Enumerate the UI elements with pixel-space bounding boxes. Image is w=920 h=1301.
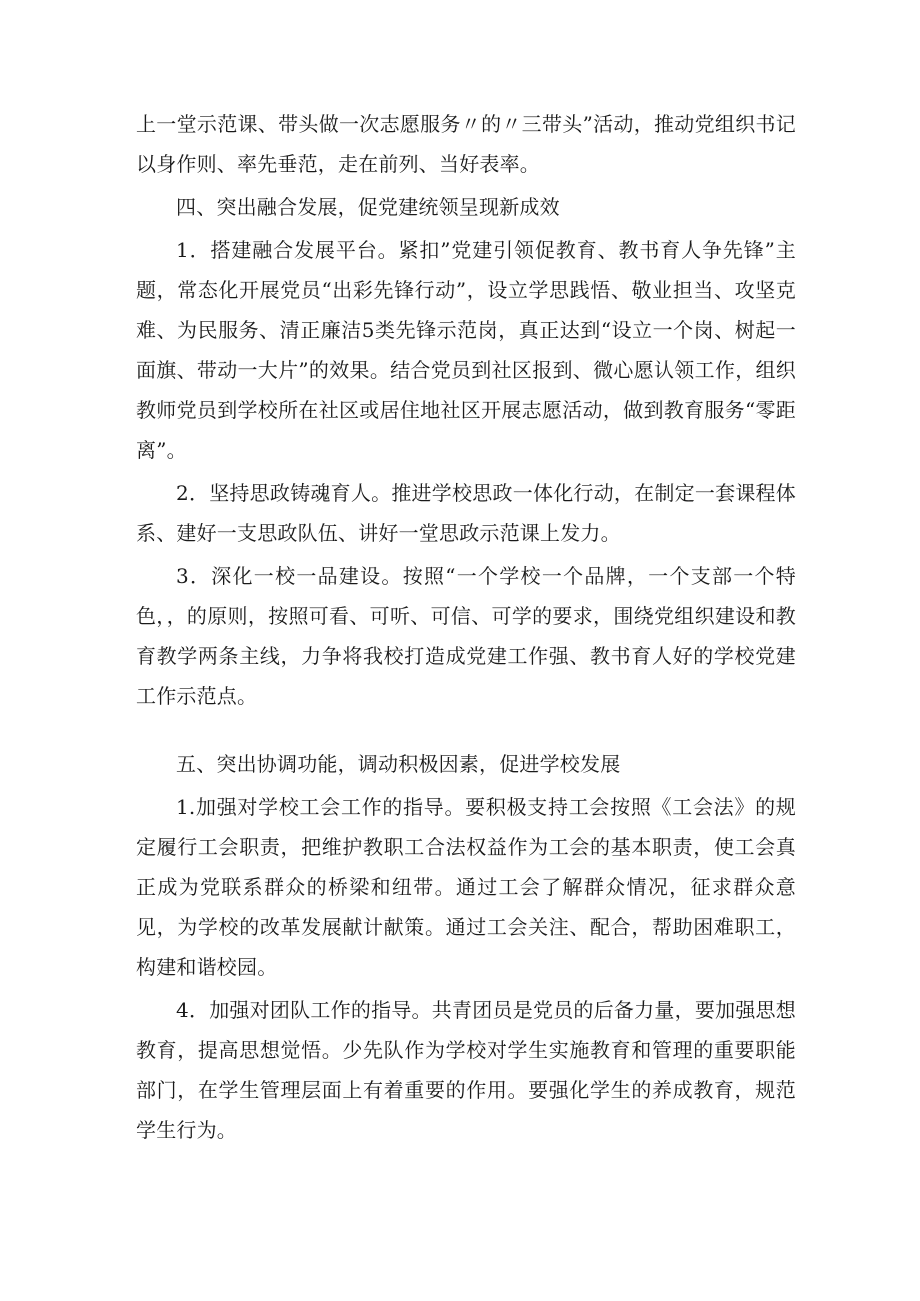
paragraph-item-1: 1．搭建融合发展平台。紧扣”党建引领促教育、教书育人争先锋”主题，常态化开展党员“出彩先锋行动”，设立学思践悟、敬业担当、攻坚克难、为民服务、清正廉洁5类先锋示范岗，真正达到“设立一个岗、树起一面旗、带动一大片”的效果。结合党员到社区报到、微心愿认领工作，组织教师党员到学校所在社区或居住地社区开展志愿活动，做到教育服务“零距离”。 [136,238,796,462]
document-body [136,104,796,1153]
paragraph-continuation: 上一堂示范课、带头做一次志愿服务〃的〃三带头”活动，推动党组织书记以身作则、率先垂范，走在前列、当好表率。 [136,112,796,176]
section-heading-5: 五、突出协调功能，调动积极因素，促进学校发展 [176,752,621,776]
paragraph-item-3: 3．深化一校一品建设。按照“一个学校一个品牌，一个支部一个特色，，的原则，按照可看、可听、可信、可学的要求，围绕党组织建设和教育教学两条主线，力争将我校打造成党建工作强、教书育人好的学校党建工作示范点。 [136,564,796,708]
paragraph-item-4: 4．加强对团队工作的指导。共青团员是党员的后备力量，要加强思想教育，提高思想觉悟。少先队作为学校对学生实施教育和管理的重要职能部门，在学生管理层面上有着重要的作用。要强化学生的养成教育，规范学生行为。 [136,998,796,1142]
section-heading-4: 四、突出融合发展，促党建统领呈现新成效 [176,195,560,219]
paragraph-item-2: 2．坚持思政铸魂育人。推进学校思政一体化行动，在制定一套课程体系、建好一支思政队伍、讲好一堂思政示范课上发力。 [136,481,796,545]
paragraph-item-1b: 1.加强对学校工会工作的指导。要积极支持工会按照《工会法》的规定履行工会职责，把维护教职工合法权益作为工会的基本职责，使工会真正成为党联系群众的桥梁和纽带。通过工会了解群众情况，征求群众意见，为学校的改革发展献计献策。通过工会关注、配合，帮助困难职工，构建和谐校园。 [136,795,796,979]
